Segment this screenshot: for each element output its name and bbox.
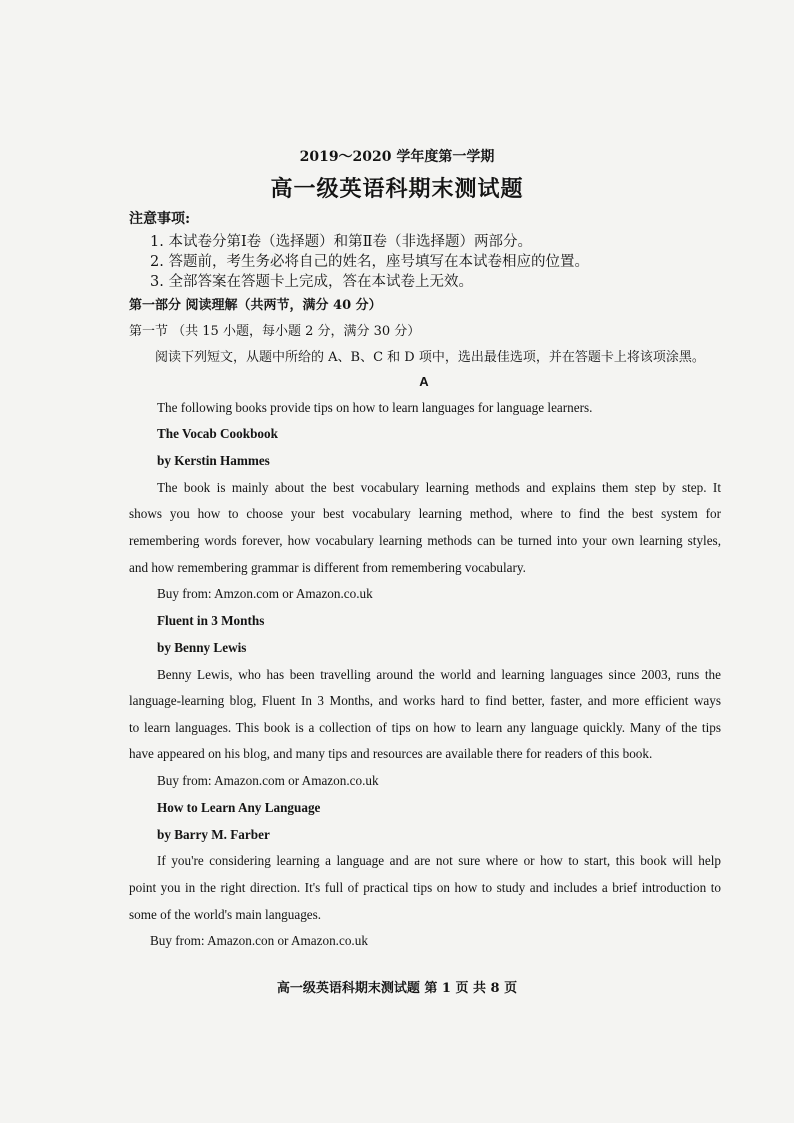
book1-line-1: The book is mainly about the best vocabulary learning methods and explains them step by step. It: [157, 480, 721, 495]
section1-heading: 第一节 （共 15 小题，每小题 2 分，满分 30 分）: [129, 324, 421, 339]
book-author-hammes: by Kerstin Hammes: [157, 453, 270, 468]
book2-line-3: to learn languages. This book is a collection of tips on how to learn any language quickly. Many of the tips: [129, 720, 721, 735]
book3-line-2: point you in the right direction. It's full of practical tips on how to study and includes a brief introduction to: [129, 880, 721, 895]
passage-label: A: [419, 374, 429, 389]
reading-instruction: 阅读下列短文，从题中所给的 A、B、C 和 D 项中，选出最佳选项，并在答题卡上将该项涂黑。: [155, 350, 705, 365]
book3-line-3: some of the world's main languages.: [129, 907, 322, 922]
notice-item-3: 3. 全部答案在答题卡上完成，答在本试卷上无效。: [150, 274, 473, 290]
book2-buy: Buy from: Amazon.com or Amazon.co.uk: [157, 773, 379, 788]
notice-item-2: 2. 答题前，考生务必将自己的姓名，座号填写在本试卷相应的位置。: [150, 254, 589, 270]
page-footer: 高一级英语科期末测试题 第 1 页 共 8 页: [276, 981, 518, 996]
book1-line-3: remembering words forever, how vocabulary learning methods can be turned into your own learning styles,: [129, 533, 721, 548]
book3-buy: Buy from: Amazon.con or Amazon.co.uk: [150, 933, 368, 948]
book2-line-1: Benny Lewis, who has been travelling around the world and learning languages since 2003, runs the: [157, 667, 721, 682]
passage-intro: The following books provide tips on how to learn languages for language learners.: [157, 400, 593, 415]
part1-heading: 第一部分 阅读理解（共两节，满分 40 分）: [129, 298, 382, 313]
book-title-learn-any-language: How to Learn Any Language: [157, 800, 321, 815]
school-year-line: 2019～2020 学年度第一学期: [299, 149, 495, 165]
book2-line-4: have appeared on his blog, and many tips and resources are available there for readers of this book.: [129, 746, 653, 761]
book-author-lewis: by Benny Lewis: [157, 640, 247, 655]
notice-heading: 注意事项:: [129, 211, 191, 227]
book-author-farber: by Barry M. Farber: [157, 827, 270, 842]
notice-item-1: 1. 本试卷分第Ⅰ卷（选择题）和第Ⅱ卷（非选择题）两部分。: [150, 234, 533, 250]
book-title-fluent-3-months: Fluent in 3 Months: [157, 613, 265, 628]
book1-line-4: and how remembering grammar is different from remembering vocabulary.: [129, 560, 526, 575]
book2-line-2: language-learning blog, Fluent In 3 Months, and works hard to find better, faster, and more efficient ways: [129, 693, 721, 708]
book1-buy: Buy from: Amzon.com or Amazon.co.uk: [157, 586, 373, 601]
book-title-vocab-cookbook: The Vocab Cookbook: [157, 426, 278, 441]
exam-title: 高一级英语科期末测试题: [270, 176, 524, 202]
book1-line-2: shows you how to choose your best vocabulary learning method, where to find the best system for: [129, 506, 721, 521]
book3-line-1: If you're considering learning a language and are not sure where or how to start, this book will help: [157, 853, 721, 868]
